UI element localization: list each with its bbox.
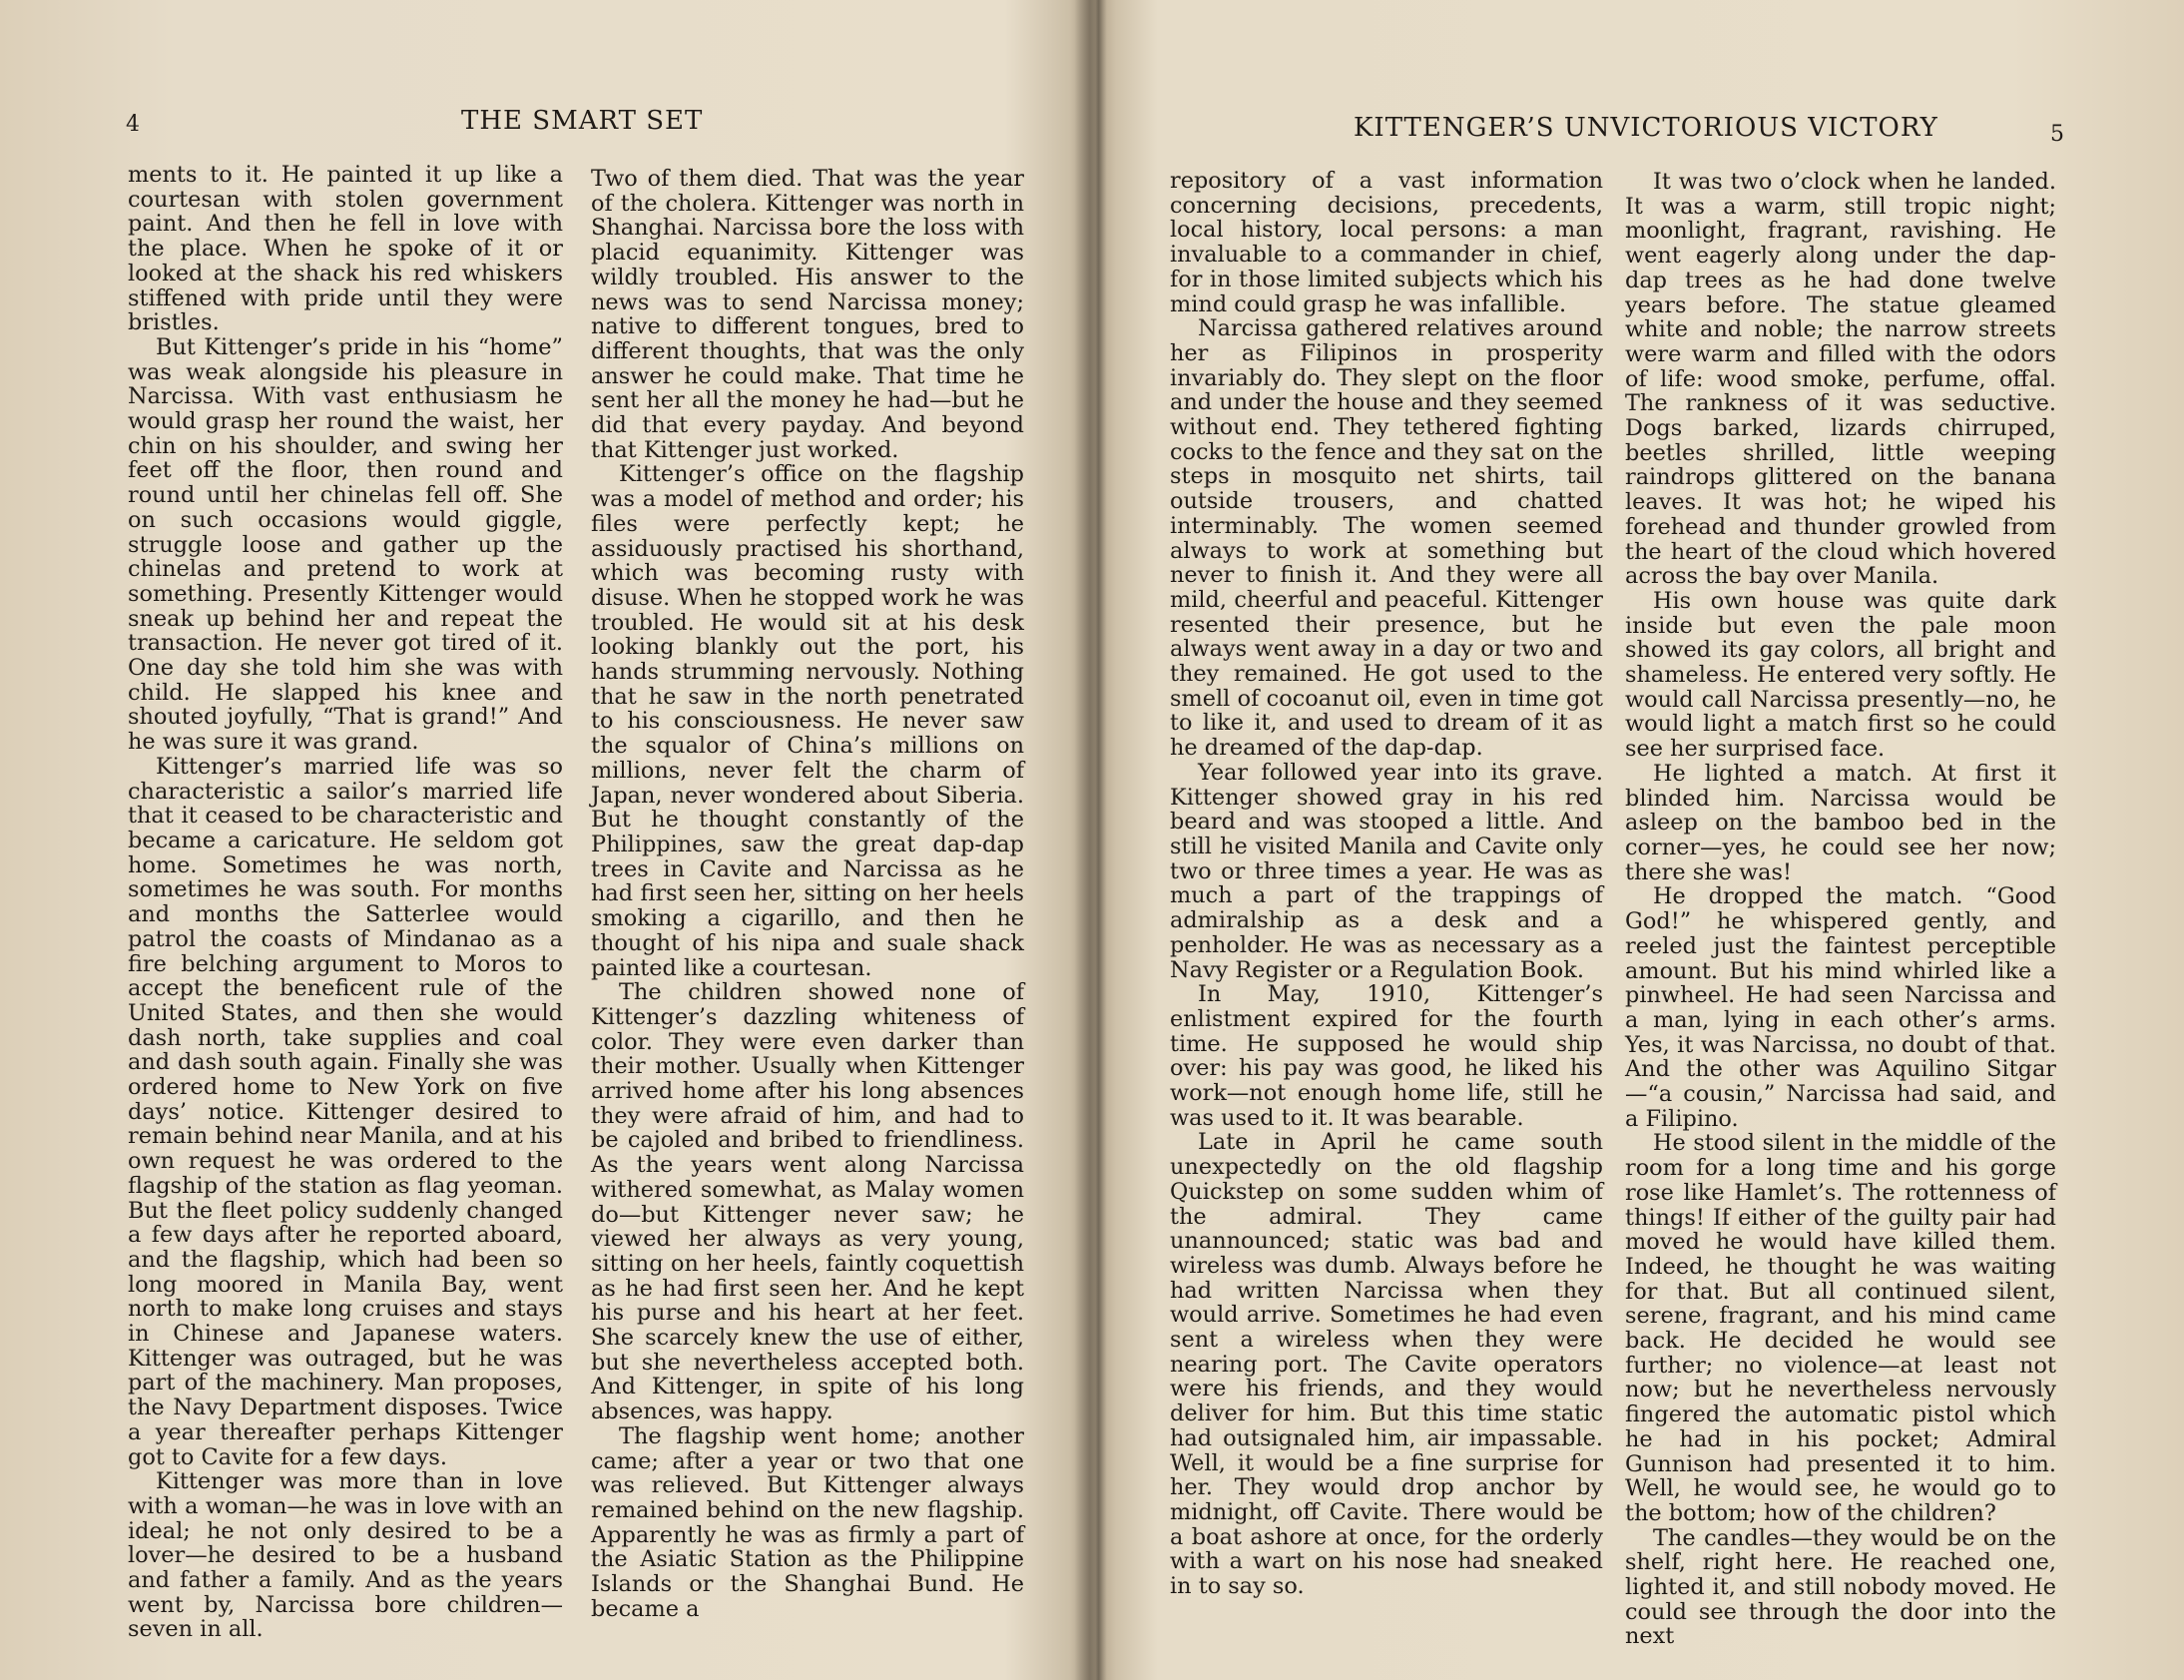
paragraph: Late in April he came south unexpectedly on the old flagship Quickstep on some sudden whim of the admiral. They came unannounced; static was bad and wireless was dumb. Always before he had written Narcissa when they would arrive. Sometimes he had even sent a wireless when they were nearing port. The Cavite operators were his friends, and they would deliver for him. But this time static had outsignaled him, air impassable. Well, it would be a fine surprise for her. They would drop anchor by midnight, off Cavite. There would be a boat ashore at once, for the orderly with a wart on his nose had sneaked in to say so. — [1170, 1129, 1603, 1600]
running-head: KITTENGER’S UNVICTORIOUS VICTORY — [1354, 113, 1938, 143]
paragraph: ments to it. He painted it up like a courtesan with stolen government paint. And then he fell in love with the place. When he spoke of it or looked at the shack his red whiskers stiffened with pride until they were bristles. — [128, 162, 563, 336]
paragraph: Year followed year into its grave. Kittenger showed gray in his red beard and was stooped a little. And still he visited Manila and Cavite only two or three times a year. He was as much a part of the trappings of admiralship as a desk and a penholder. He was as necessary as a Navy Register or a Regulation Book. — [1170, 759, 1603, 983]
paragraph: Narcissa gathered relatives around her as Filipinos in prosperity invariably do. They slept on the floor and under the house and they seemed without end. They tethered fighting cocks to the fence and they sat on the steps in mosquito net shirts, tail outside trousers, and chatted interminably. The women seemed always to work at something but never to finish it. And they were all mild, cheerful and peaceful. Kittenger resented their presence, but he always went away in a day or two and they remained. He got used to the smell of cocoanut oil, even in time got to like it, and used to dream of it as he dreamed of the dap-dap. — [1170, 315, 1603, 762]
paragraph: Two of them died. That was the year of the cholera. Kittenger was north in Shanghai. Narcissa bore the loss with placid equanimity. Kittenger was wildly troubled. His answer to the news was to send Narcissa money; native to different tongues, bred to different thoughts, that was the only answer he could make. That time he sent her all the money he had—but he did that every payday. And beyond that Kittenger just worked. — [591, 166, 1024, 463]
page-number: 5 — [2050, 122, 2064, 147]
paragraph: He dropped the match. “Good God!” he whispered gently, and reeled just the faintest perceptible amount. But his mind whirled like a pinwheel. He had seen Narcissa and a man, lying in each other’s arms. Yes, it was Narcissa, no doubt of that. And the other was Aquilino Sitgar—“a cousin,” Narcissa had said, and a Filipino. — [1625, 883, 2056, 1132]
right-page — [1096, 0, 2184, 1680]
paragraph: It was two o’clock when he landed. It was a warm, still tropic night; moonlight, fragrant, ravishing. He went eagerly along under the dap-dap trees as he had done twelve years before. The statue gleamed white and noble; the narrow streets were warm and filled with the odors of life: wood smoke, perfume, offal. The rankness of it was seductive. Dogs barked, lizards chirruped, beetles shrilled, little weeping raindrops glittered on the banana leaves. It was hot; he wiped his forehead and thunder growled from the heart of the cloud which hovered across the bay over Manila. — [1625, 169, 2056, 590]
paragraph: In May, 1910, Kittenger’s enlistment expired for the fourth time. He supposed he would ship over: his pay was good, he liked his work—not enough home life, still he was used to it. It was bearable. — [1170, 981, 1603, 1131]
paragraph: The candles—they would be on the shelf, right here. He reached one, lighted it, and still nobody moved. He could see through the door into the next — [1625, 1524, 2056, 1650]
text-column-right-1 — [1170, 169, 1603, 1599]
paragraph: The flagship went home; another came; after a year or two that one was relieved. But Kittenger always remained behind on the new flagship. Apparently he was as firmly a part of the Asiatic Station as the Philippine Islands or the Shanghai Bund. He became a — [591, 1422, 1024, 1622]
paragraph: The children showed none of Kittenger’s dazzling whiteness of color. They were even darker than their mother. Usually when Kittenger arrived home after his long absences they were afraid of him, and had to be cajoled and bribed to friendliness. As the years went along Narcissa withered somewhat, as Malay women do—but Kittenger never saw; he viewed her always as very young, sitting on her heels, faintly coquettish as he had first seen her. And he kept his purse and his heart at her feet. She scarcely knew the use of either, but she nevertheless accepted both. And Kittenger, in spite of his long absences, was happy. — [591, 979, 1024, 1425]
text-column-right-2 — [1625, 170, 2056, 1649]
paragraph: He stood silent in the middle of the room for a long time and his gorge rose like Hamlet’s. The rottenness of things! If either of the guilty pair had moved he would have killed them. Indeed, he thought he was waiting for that. But all continued silent, serene, fragrant, and his mind came back. He decided he would see further; no violence—at least not now; but he nevertheless nervously fingered the automatic pistol which he had in his pocket; Admiral Gunnison had presented it to him. Well, he would see, he would go to the bottom; how of the children? — [1625, 1130, 2056, 1526]
page-number: 4 — [126, 112, 140, 137]
paragraph: Kittenger’s office on the flagship was a model of method and order; his files were perfectly kept; he assiduously practised his shorthand, which was becoming rusty with disuse. When he stopped work he was troubled. He would sit at his desk looking blankly out the port, his hands strumming nervously. Nothing that he saw in the north penetrated to his consciousness. He never saw the squalor of China’s millions on millions, never felt the charm of Japan, never wondered about Siberia. But he thought constantly of the Philippines, saw the great dap-dap trees in Cavite and Narcissa as he had first seen her, sitting on her heels smoking a cigarillo, and then he thought of his nipa and suale shack painted like a courtesan. — [591, 461, 1024, 981]
paragraph: Kittenger’s married life was so characteristic a sailor’s married life that it ceased to be characteristic and became a caricature. He seldom got home. Sometimes he was north, sometimes he was south. For months and months the Satterlee would patrol the coasts of Mindanao as a fire belching argument to Moros to accept the beneficent rule of the United States, and then she would dash north, take supplies and coal and dash south again. Finally she was ordered home to New York on five days’ notice. Kittenger desired to remain behind near Manila, and at his own request he was ordered to the flagship of the station as flag yeoman. But the fleet policy suddenly changed a few days after he reported aboard, and the flagship, which had been so long moored in Manila Bay, went north to make long cruises and stays in Chinese and Japanese waters. Kittenger was outraged, but he was part of the machinery. Man proposes, the Navy Department disposes. Twice a year thereafter perhaps Kittenger got to Cavite for a few days. — [128, 753, 563, 1470]
paragraph: repository of a vast information concerning decisions, precedents, local history, local persons: a man invaluable to a commander in chief, for in those limited subjects which his mind could grasp he was infallible. — [1170, 168, 1603, 317]
text-column-left-2 — [591, 167, 1024, 1621]
paragraph: But Kittenger’s pride in his “home” was weak alongside his pleasure in Narcissa. With vast enthusiasm he would grasp her round the waist, her chin on his shoulder, and swing her feet off the floor, then round and round until her chinelas fell off. She on such occasions would giggle, struggle loose and gather up the chinelas and pretend to work at something. Presently Kittenger would sneak up behind her and repeat the transaction. He never got tired of it. One day she told him she was with child. He slapped his knee and shouted joyfully, “That is grand!” And he was sure it was grand. — [128, 333, 563, 756]
text-column-left-1 — [128, 163, 563, 1642]
left-page — [0, 0, 1088, 1680]
paragraph: He lighted a match. At first it blinded him. Narcissa would be asleep on the bamboo bed in the corner—yes, he could see her now; there she was! — [1625, 760, 2056, 885]
paragraph: Kittenger was more than in love with a woman—he was in love with an ideal; he not only desired to be a lover—he desired to be a husband and father a family. And as the years went by, Narcissa bore children—seven in all. — [128, 1468, 563, 1643]
paragraph: His own house was quite dark inside but even the pale moon showed its gay colors, all bright and shameless. He entered very softly. He would call Narcissa presently—no, he would light a match first so he could see her surprised face. — [1625, 587, 2056, 763]
running-head: THE SMART SET — [461, 106, 704, 136]
